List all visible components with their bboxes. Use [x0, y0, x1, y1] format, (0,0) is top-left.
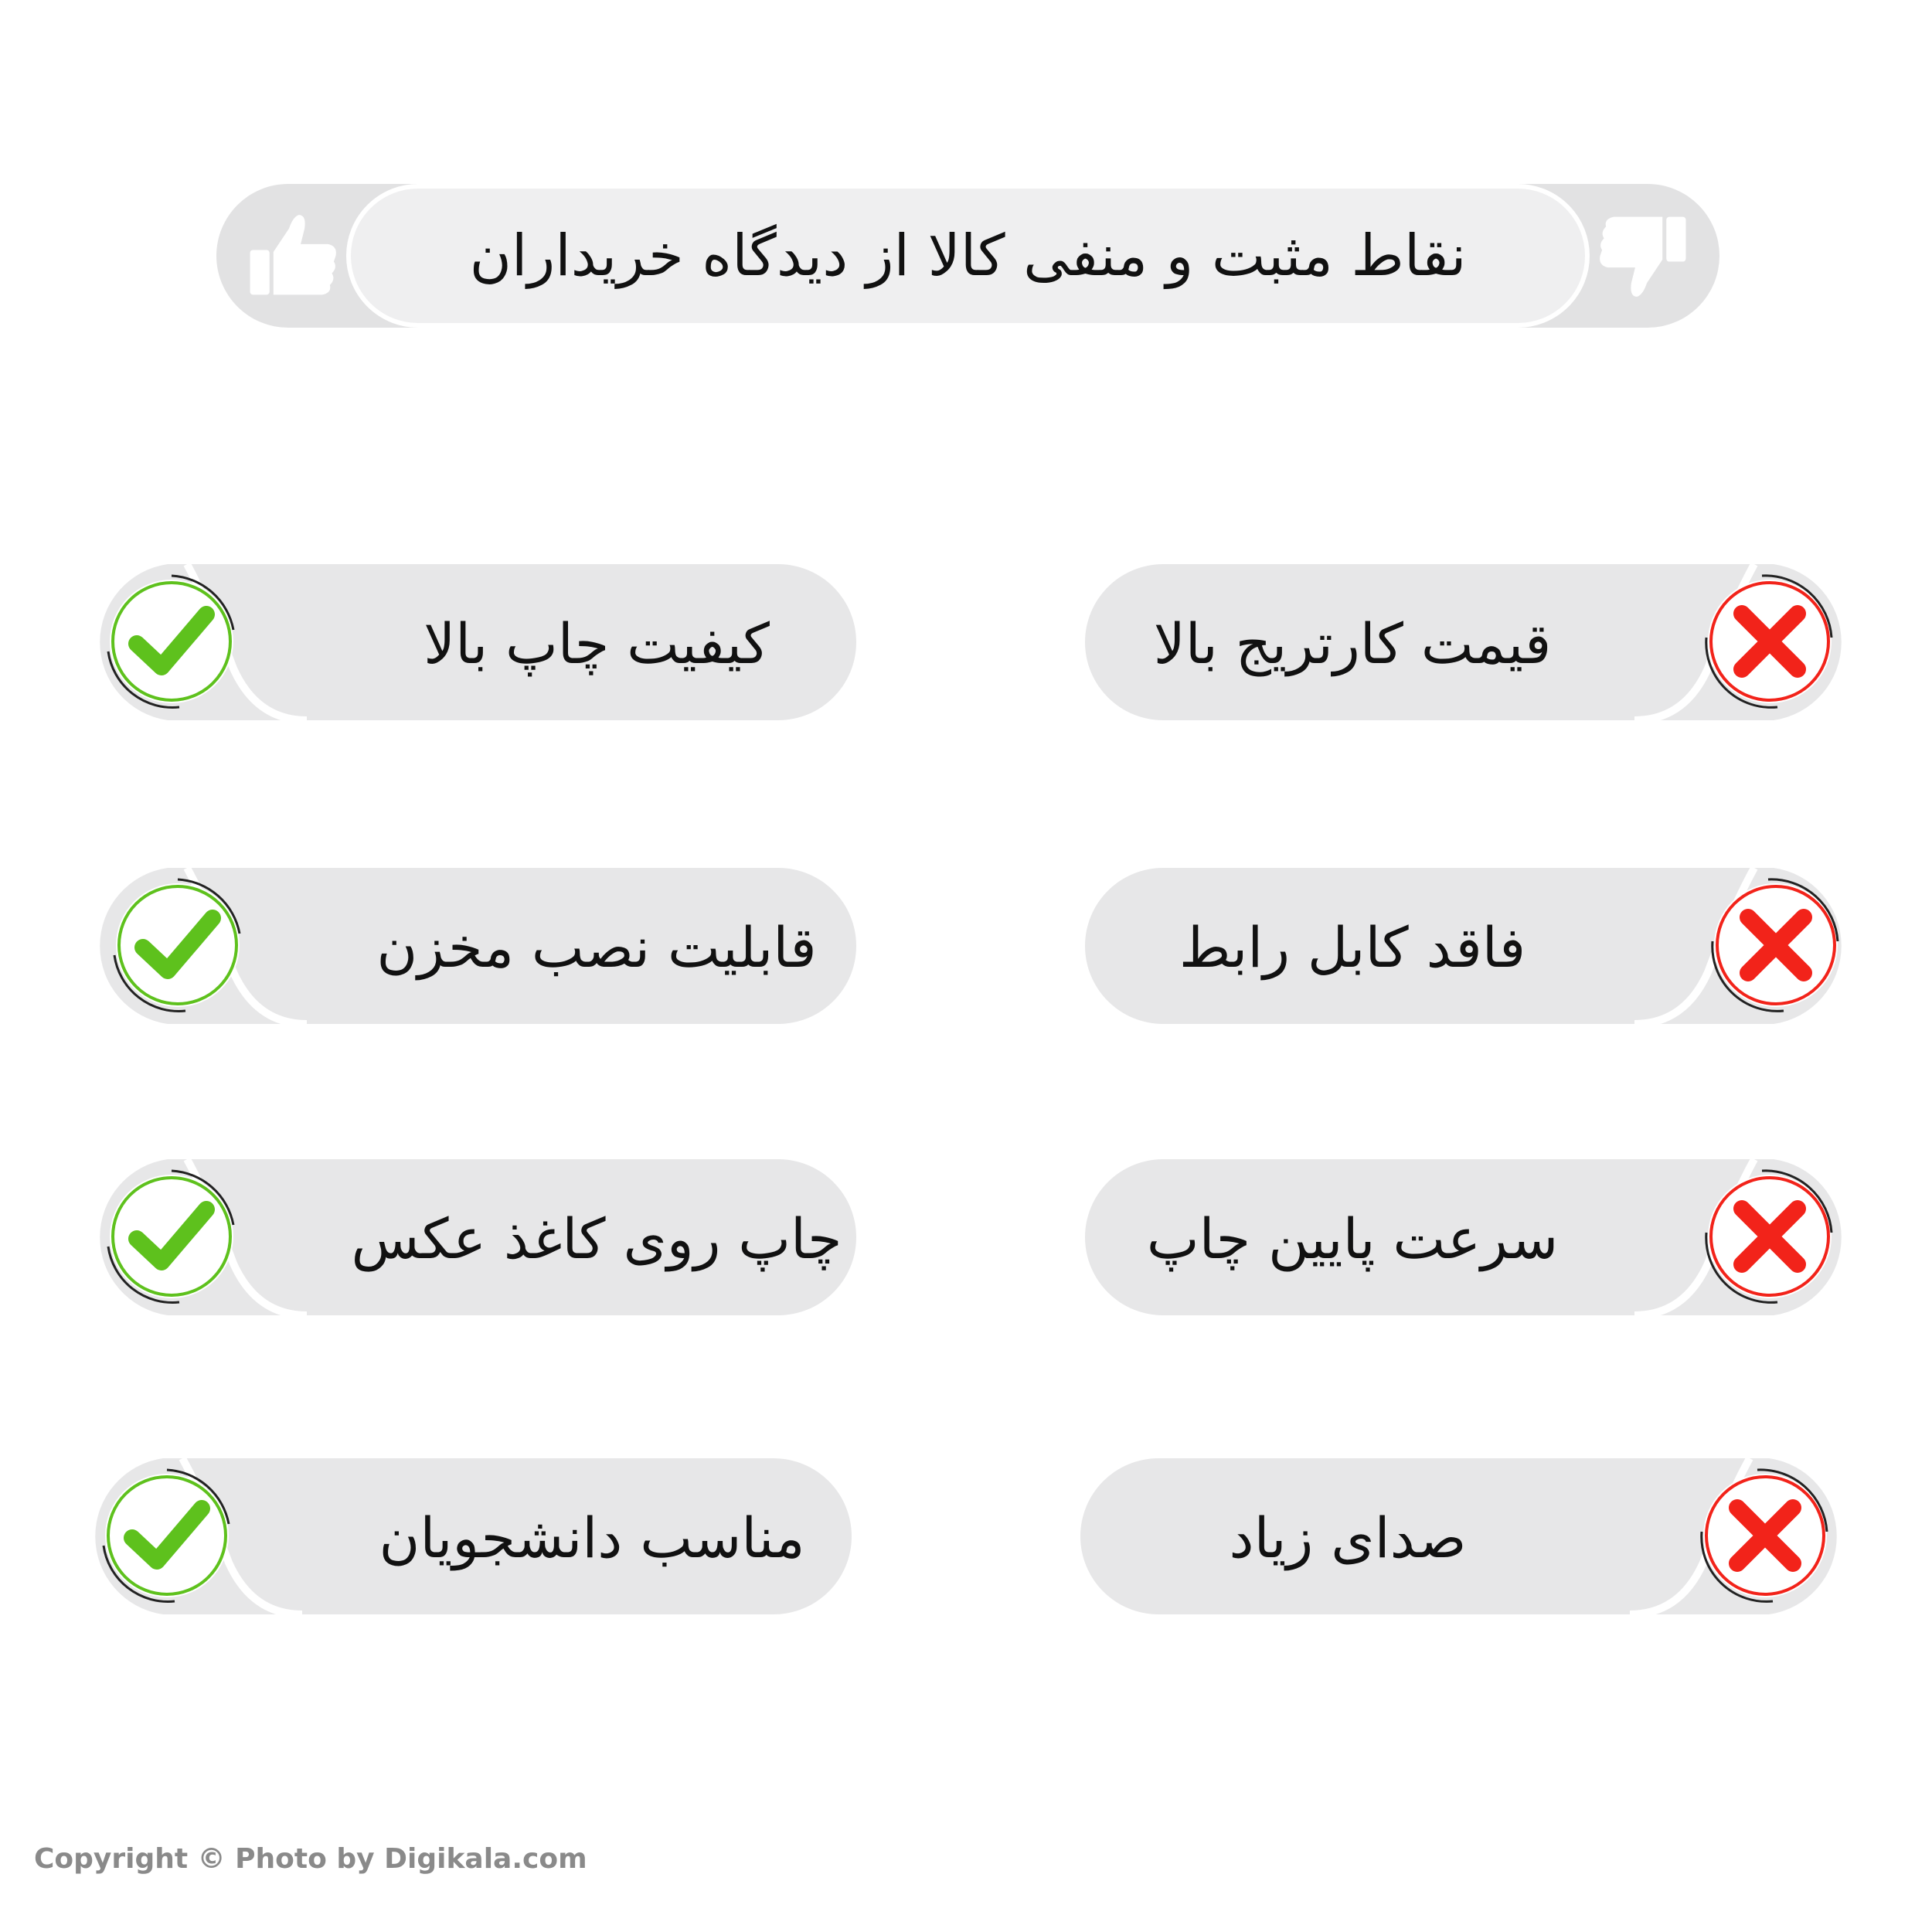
- pro-label: کیفیت چاپ بالا: [423, 611, 770, 676]
- con-label: قیمت کارتریج بالا: [1153, 611, 1552, 676]
- pro-item: [87, 864, 883, 1030]
- con-item: [1059, 560, 1855, 726]
- con-item: [1059, 1155, 1855, 1321]
- pro-label: چاپ روی کاغذ عکس: [351, 1206, 842, 1271]
- con-label: صدای زیاد: [1229, 1505, 1467, 1570]
- copyright-text: Copyright © Photo by Digikala.com: [34, 1843, 587, 1875]
- thumbs-up-icon: [244, 207, 342, 304]
- pro-label: قابلیت نصب مخزن: [376, 914, 817, 980]
- pro-label: مناسب دانشجویان: [379, 1505, 805, 1570]
- header-bar: [216, 184, 1719, 328]
- con-item: [1054, 1454, 1850, 1621]
- pro-item: [82, 1454, 878, 1621]
- thumbs-down-icon: [1594, 207, 1692, 304]
- page-title: نقاط مثبت و منفی کالا از دیدگاه خریداران: [346, 184, 1590, 328]
- con-item: [1059, 864, 1855, 1030]
- con-label: فاقد کابل رابط: [1179, 914, 1526, 980]
- pro-item: [87, 560, 883, 726]
- con-label: سرعت پایین چاپ: [1146, 1206, 1559, 1271]
- pro-item: [87, 1155, 883, 1321]
